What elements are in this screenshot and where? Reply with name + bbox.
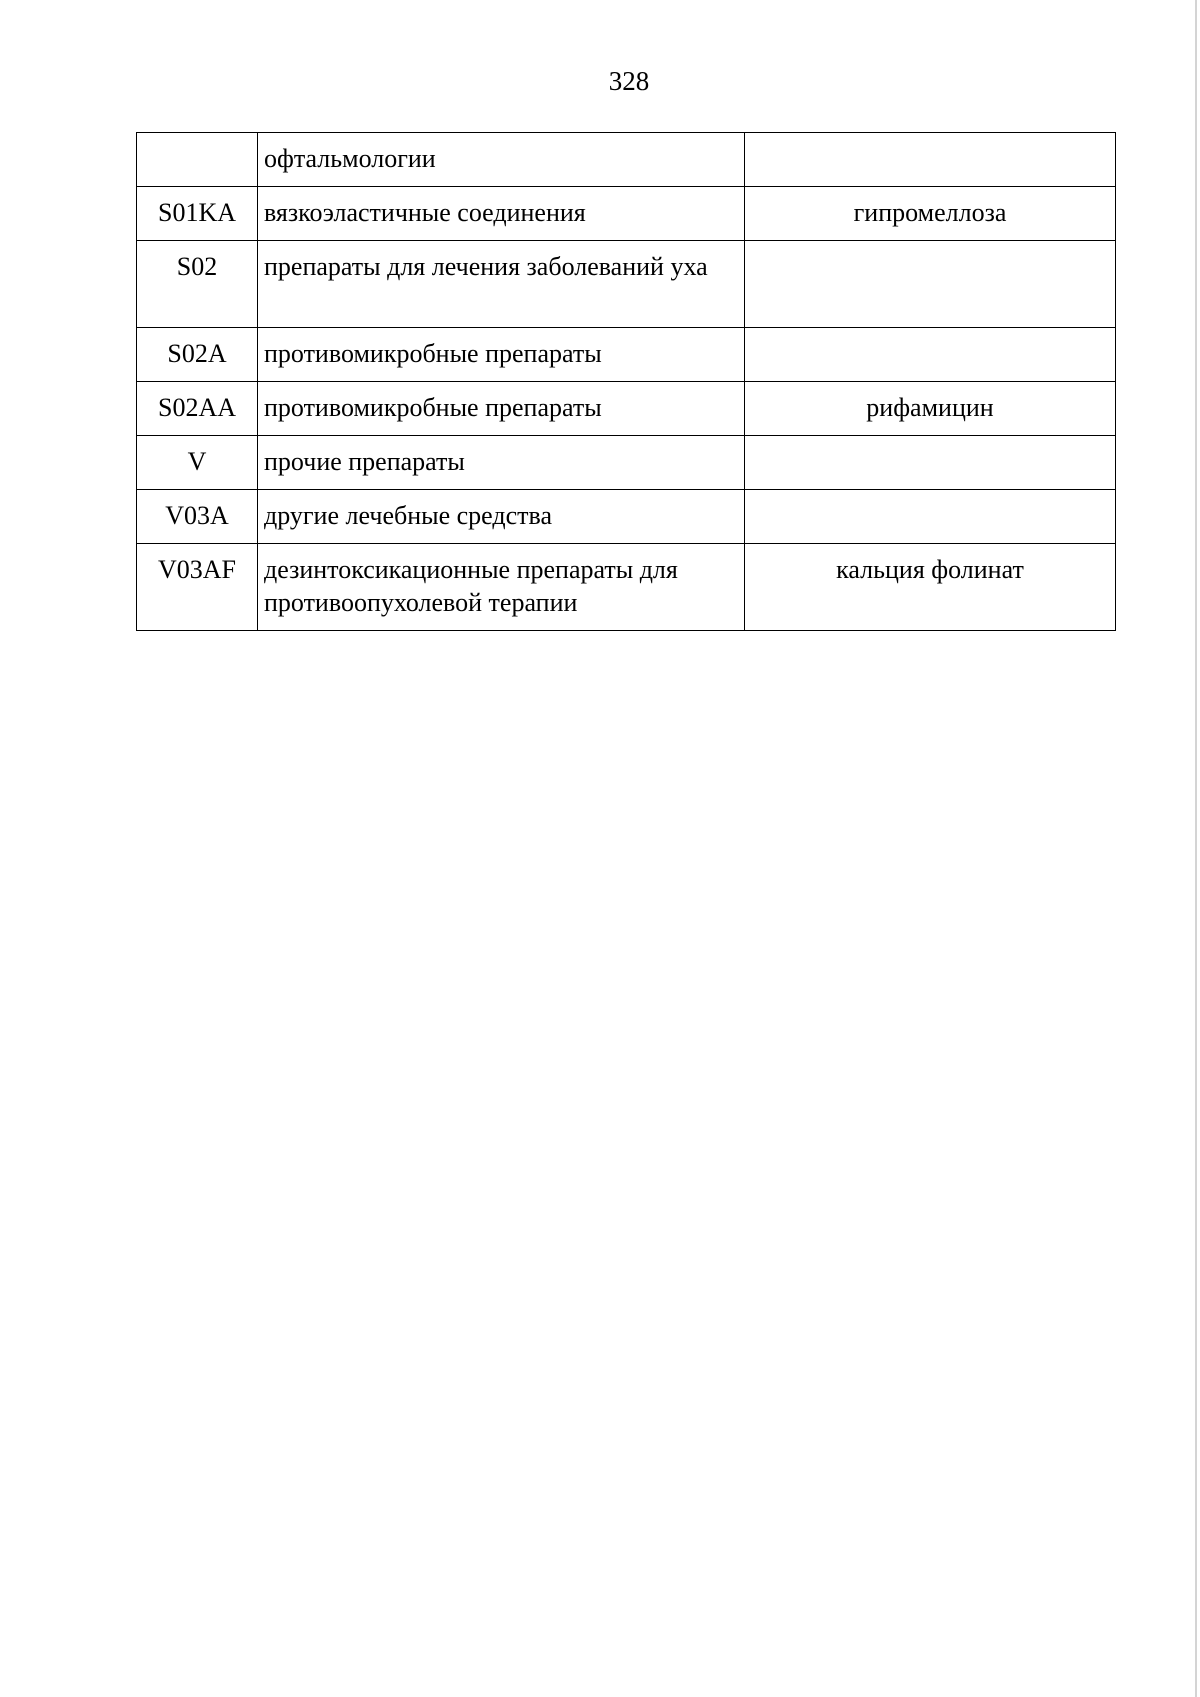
drug-name-cell <box>745 436 1116 490</box>
drug-name-cell <box>745 241 1116 328</box>
group-name-cell: вязкоэластичные соединения <box>258 187 745 241</box>
atc-code-cell: V03A <box>137 490 258 544</box>
group-name-cell: другие лечебные средства <box>258 490 745 544</box>
table-row <box>137 544 1116 631</box>
table-row <box>137 187 1116 241</box>
drug-name-cell: гипромеллоза <box>745 187 1116 241</box>
group-name-cell: препараты для лечения заболеваний уха <box>258 241 745 328</box>
atc-code-cell: S02 <box>137 241 258 328</box>
atc-code-cell: S02A <box>137 328 258 382</box>
drug-name-cell <box>745 133 1116 187</box>
atc-code-cell: S01KA <box>137 187 258 241</box>
drug-name-cell <box>745 490 1116 544</box>
atc-code-cell: V03AF <box>137 544 258 631</box>
table-row <box>137 382 1116 436</box>
table-row <box>137 436 1116 490</box>
table-row <box>137 241 1116 328</box>
table-row <box>137 133 1116 187</box>
drug-name-cell: кальция фолинат <box>745 544 1116 631</box>
atc-code-cell: V <box>137 436 258 490</box>
page-edge-line <box>1195 0 1197 1697</box>
group-name-cell: прочие препараты <box>258 436 745 490</box>
atc-code-cell: S02AA <box>137 382 258 436</box>
group-name-cell: дезинтоксикационные препараты для противоопухолевой терапии <box>258 544 745 631</box>
table-row <box>137 328 1116 382</box>
drug-name-cell: рифамицин <box>745 382 1116 436</box>
drug-classification-table <box>136 132 1116 631</box>
group-name-cell: противомикробные препараты <box>258 382 745 436</box>
atc-code-cell <box>137 133 258 187</box>
drug-name-cell <box>745 328 1116 382</box>
group-name-cell: противомикробные препараты <box>258 328 745 382</box>
table-row <box>137 490 1116 544</box>
page-number: 328 <box>608 66 650 96</box>
group-name-cell: офтальмологии <box>258 133 745 187</box>
